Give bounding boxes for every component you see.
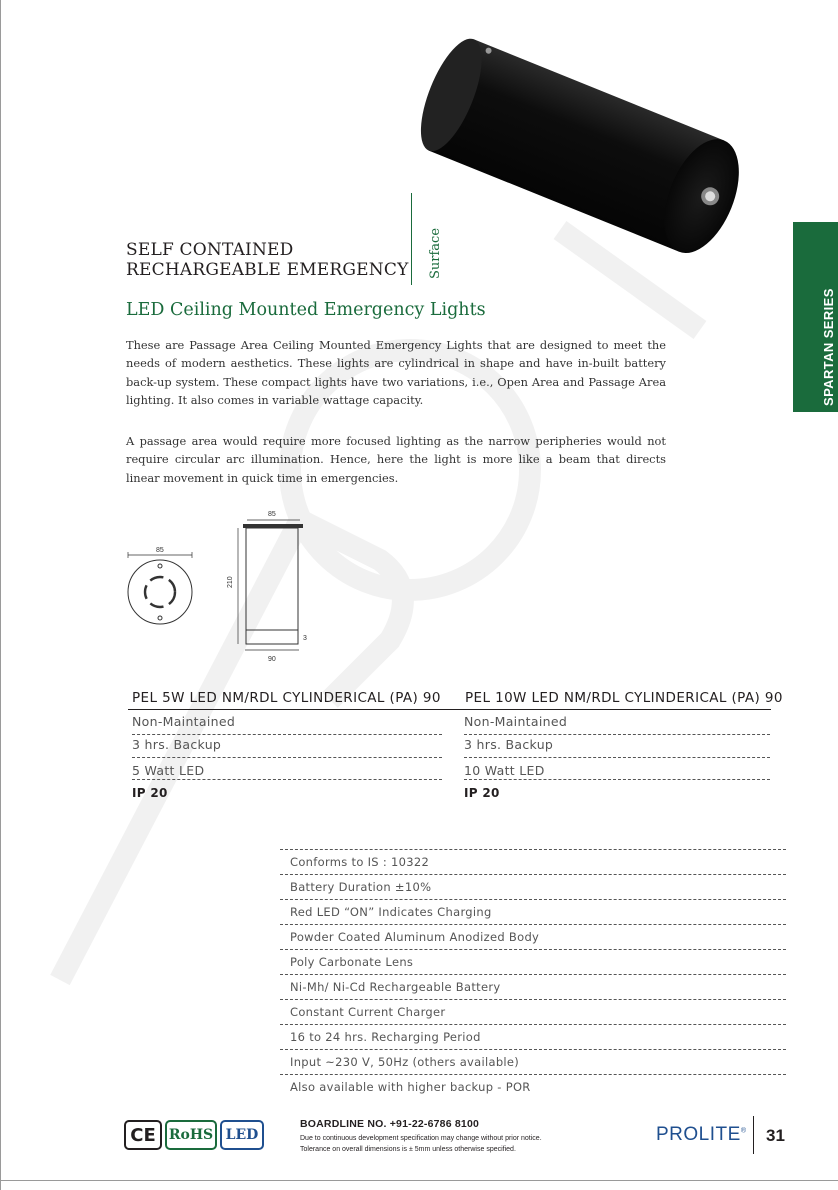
page-border-bottom — [0, 1180, 838, 1181]
table-divider — [132, 734, 442, 735]
feature-divider — [280, 924, 786, 925]
description-paragraph-1: These are Passage Area Ceiling Mounted Emergency Lights that are designed to meet the needs of modern aesthetics. These lights are cylindrical in shape and have in-built battery back-up system. These compact lights have two variations, i.e., Open Area and Passage Area lighting. It also comes in variable wattage capacity. — [126, 338, 666, 407]
spec-change-note: Due to continuous development specification may change without prior notice. — [300, 1135, 542, 1142]
model-1-ip-rating: IP 20 — [132, 786, 168, 800]
feature-divider — [280, 974, 786, 975]
product-title — [126, 240, 409, 280]
front-view-width-bottom: 90 — [268, 656, 276, 663]
ce-badge: CE — [124, 1120, 162, 1150]
feature-divider — [280, 1024, 786, 1025]
series-tab — [793, 222, 838, 412]
table-divider — [132, 779, 442, 780]
model-1-name: PEL 5W LED NM/RDL CYLINDERICAL (PA) 90 — [132, 690, 441, 706]
feature-divider — [280, 1049, 786, 1050]
page-border-left — [0, 0, 1, 1190]
description-paragraph-2: A passage area would require more focused lighting as the narrow peripheries would not require circular arc illumination. Hence, here the light is more like a beam that directs linear movement in quick time in emergencies. — [126, 434, 666, 485]
feature-item: Conforms to IS : 10322 — [290, 855, 430, 869]
top-view-drawing — [128, 547, 192, 624]
feature-item: Ni-Mh/ Ni-Cd Rechargeable Battery — [290, 980, 501, 994]
feature-divider — [280, 949, 786, 950]
model-1-mode: Non-Maintained — [132, 714, 236, 729]
model-2-ip-rating: IP 20 — [464, 786, 500, 800]
feature-divider — [280, 849, 786, 850]
page-number: 31 — [766, 1126, 785, 1145]
front-view-lens-height: 3 — [303, 635, 307, 642]
mount-type — [425, 225, 447, 285]
top-view-diameter: 85 — [156, 547, 164, 554]
boardline-number: BOARDLINE NO. +91-22-6786 8100 — [300, 1118, 480, 1130]
feature-item: Input ~230 V, 50Hz (others available) — [290, 1055, 520, 1069]
feature-item: Powder Coated Aluminum Anodized Body — [290, 930, 540, 944]
model-2-wattage: 10 Watt LED — [464, 763, 545, 778]
footer-info — [300, 1118, 542, 1155]
model-1-wattage: 5 Watt LED — [132, 763, 205, 778]
feature-item: Battery Duration ±10% — [290, 880, 432, 894]
front-view-width-top: 85 — [268, 511, 276, 518]
feature-divider — [280, 899, 786, 900]
table-divider — [464, 779, 770, 780]
feature-item: 16 to 24 hrs. Recharging Period — [290, 1030, 481, 1044]
feature-item: Red LED “ON” Indicates Charging — [290, 905, 492, 919]
product-image — [420, 38, 770, 268]
front-view-drawing — [227, 511, 307, 663]
feature-item: Also available with higher backup - POR — [290, 1080, 531, 1094]
feature-divider — [280, 999, 786, 1000]
table-divider — [464, 734, 770, 735]
led-badge: LED — [220, 1120, 264, 1150]
mount-type-label: Surface — [428, 227, 443, 279]
title-line-1: SELF CONTAINED — [126, 240, 294, 260]
table-divider — [464, 757, 770, 758]
table-divider — [132, 757, 442, 758]
series-tab-label: SPARTAN SERIES — [821, 288, 836, 406]
front-view-height: 210 — [227, 576, 234, 588]
model-1-backup: 3 hrs. Backup — [132, 737, 222, 752]
rohs-badge: RoHS — [165, 1120, 217, 1150]
feature-item: Poly Carbonate Lens — [290, 955, 414, 969]
product-subtitle: LED Ceiling Mounted Emergency Lights — [126, 300, 486, 320]
table-header-rule — [128, 709, 771, 710]
tolerance-note: Tolerance on overall dimensions is ± 5mm unless otherwise specified. — [300, 1146, 516, 1153]
model-2-backup: 3 hrs. Backup — [464, 737, 554, 752]
brand-logo: PROLITE® — [656, 1124, 747, 1145]
feature-item: Constant Current Charger — [290, 1005, 446, 1019]
title-divider — [411, 193, 412, 285]
dimension-drawing — [120, 508, 320, 668]
feature-divider — [280, 874, 786, 875]
footer-divider — [753, 1116, 754, 1154]
model-2-mode: Non-Maintained — [464, 714, 568, 729]
model-2-name: PEL 10W LED NM/RDL CYLINDERICAL (PA) 90 — [465, 690, 783, 706]
title-line-2: RECHARGEABLE EMERGENCY — [126, 260, 409, 280]
feature-divider — [280, 1074, 786, 1075]
